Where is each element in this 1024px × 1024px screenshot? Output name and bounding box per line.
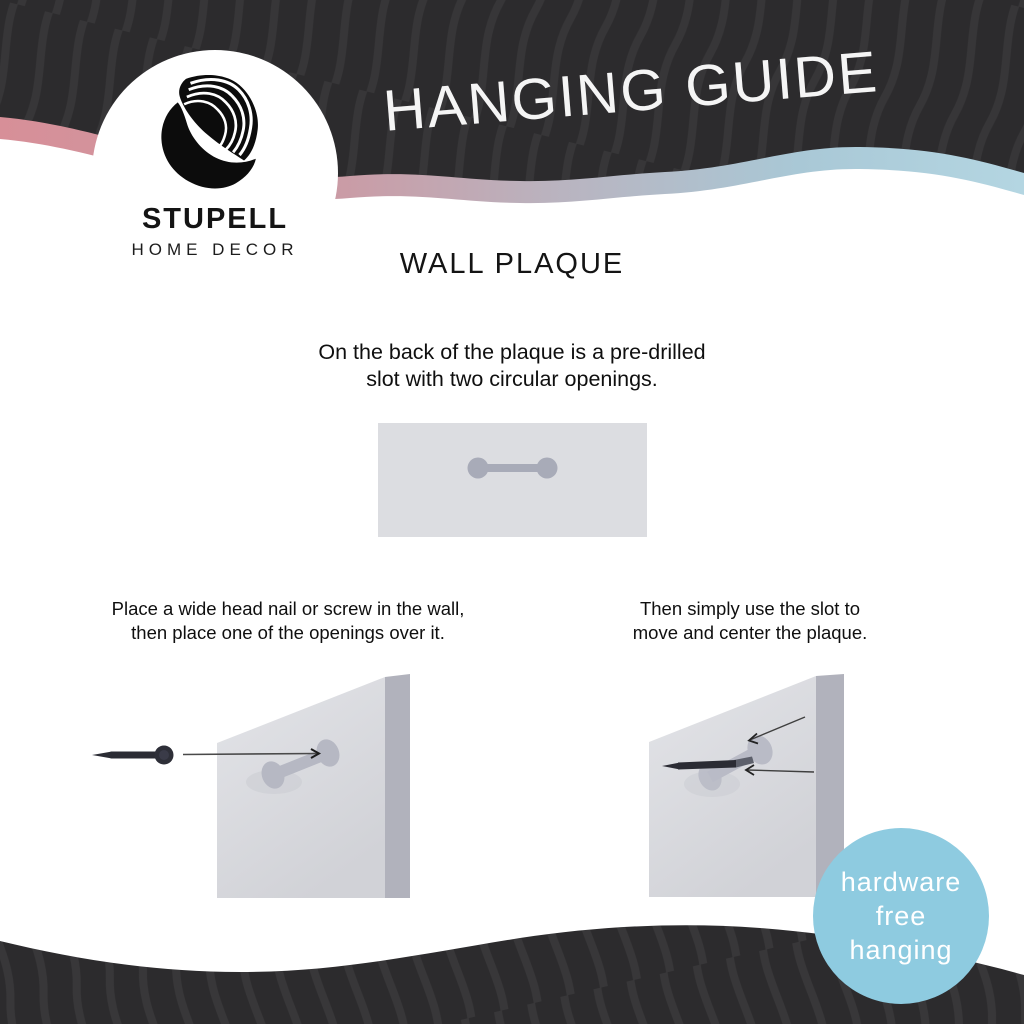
plaque-back-diagram [378,423,647,537]
brand-name: STUPELL [141,203,289,235]
stupell-swirl-s-icon [156,72,274,200]
badge-line-2: free [875,901,927,931]
brand-tagline: HOME DECOR [131,240,299,259]
step1-caption [63,597,513,645]
step2-caption-line-1: Then simply use the slot to [639,598,861,619]
step2-caption-line-2: move and center the plaque. [632,622,868,643]
nail-icon [92,746,174,765]
step2-caption [540,597,960,645]
step1-caption-line-2: then place one of the openings over it. [131,622,445,643]
intro-line-1: On the back of the plaque is a pre-drilled [318,340,706,364]
brand-logo-circle [92,50,338,296]
intro-line-2: slot with two circular openings. [366,367,658,391]
wall-panel [649,674,844,897]
wall-panel [217,674,410,898]
hardware-free-badge [813,828,989,1004]
badge-line-3: hanging [849,935,953,965]
step1-caption-line-1: Place a wide head nail or screw in the wall, [111,598,465,619]
page-title: HANGING GUIDE [380,39,882,144]
intro-text [0,339,1024,393]
badge-line-1: hardware [840,867,962,897]
plaque-back-panel [378,423,647,537]
section-subtitle: WALL PLAQUE [399,248,625,280]
